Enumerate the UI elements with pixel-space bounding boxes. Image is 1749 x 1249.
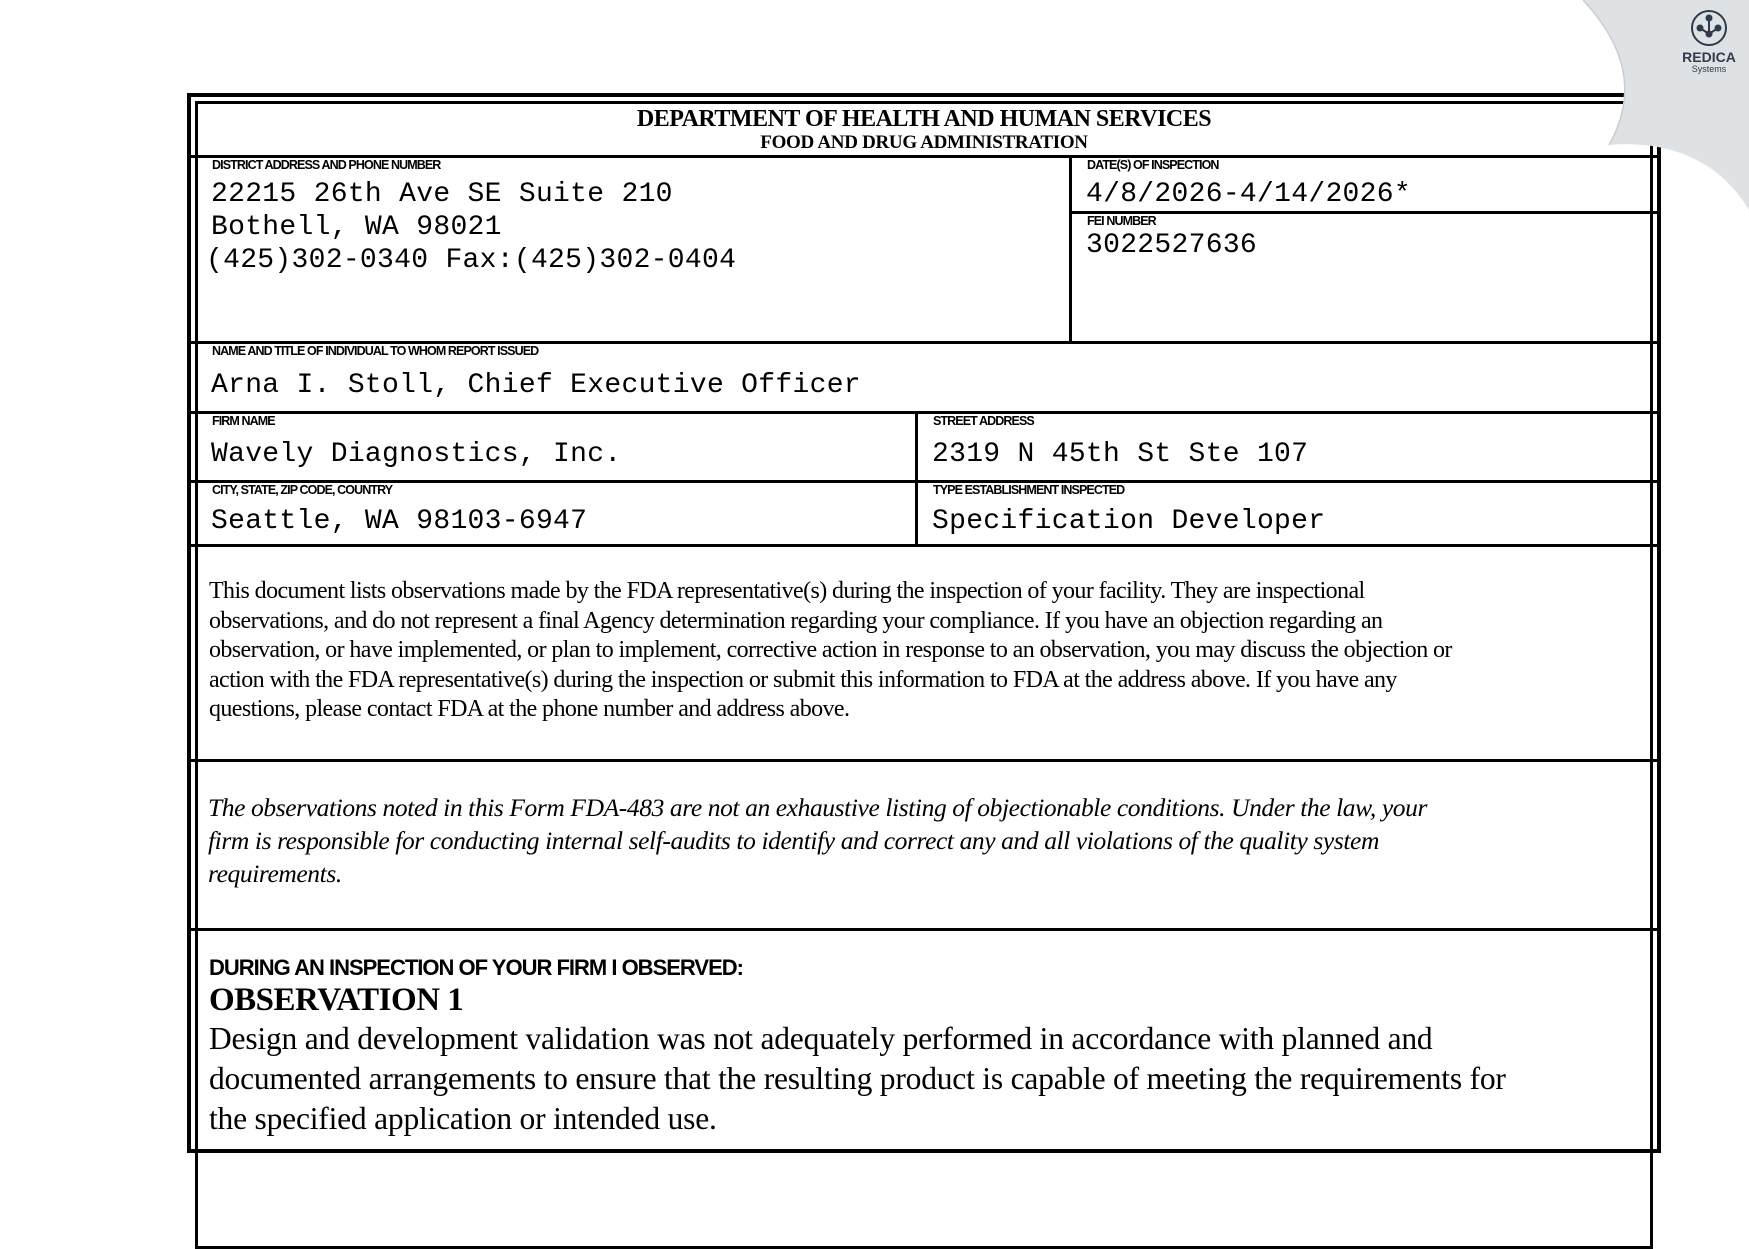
divider <box>191 480 1657 483</box>
city-label: CITY, STATE, ZIP CODE, COUNTRY <box>212 483 393 497</box>
divider <box>915 411 918 547</box>
notice-line: observation, or have implemented, or plan to implement, corrective action in response to an observation, you may discuss the objection or <box>209 637 1452 663</box>
observation-text <box>209 1019 1506 1139</box>
observation-line: the specified application or intended use. <box>209 1101 717 1136</box>
divider <box>1069 155 1072 344</box>
observation-title: OBSERVATION 1 <box>209 982 464 1018</box>
agency-title: FOOD AND DRUG ADMINISTRATION <box>760 132 1088 153</box>
street-address-label: STREET ADDRESS <box>933 414 1034 428</box>
observation-line: Design and development validation was not adequately performed in accordance with planned and <box>209 1021 1433 1056</box>
district-phone: (425)302-0340 Fax:(425)302-0404 <box>206 245 737 276</box>
form-header <box>191 107 1657 152</box>
brand-name: REDICA <box>1682 49 1736 65</box>
establishment-type-label: TYPE ESTABLISHMENT INSPECTED <box>933 483 1125 497</box>
brand-sub: Systems <box>1691 64 1727 74</box>
disclaimer-line: requirements. <box>208 859 342 888</box>
redica-corner-badge <box>1549 0 1749 210</box>
individual-value: Arna I. Stoll, Chief Executive Officer <box>211 370 861 401</box>
divider <box>1069 211 1657 214</box>
notice-line: observations, and do not represent a final Agency determination regarding your compliance. If you have an objection regarding an <box>209 607 1383 634</box>
establishment-type-value: Specification Developer <box>932 506 1326 537</box>
city-value: Seattle, WA 98103-6947 <box>211 506 588 537</box>
fei-value: 3022527636 <box>1086 230 1258 261</box>
dates-label: DATE(S) OF INSPECTION <box>1087 158 1219 172</box>
observation-line: documented arrangements to ensure that the resulting product is capable of meeting the requirements for <box>209 1061 1506 1096</box>
disclaimer-paragraph <box>208 791 1427 890</box>
notice-line: questions, please contact FDA at the phone number and address above. <box>209 696 850 722</box>
fda-483-form <box>187 93 1661 1153</box>
divider <box>191 411 1657 414</box>
district-address-line2: Bothell, WA 98021 <box>211 212 502 243</box>
disclaimer-line: The observations noted in this Form FDA-483 are not an exhaustive listing of objectionable conditions. Under the law, your <box>208 793 1427 822</box>
street-address-value: 2319 N 45th St Ste 107 <box>932 439 1309 470</box>
firm-name-label: FIRM NAME <box>212 414 275 428</box>
district-label: DISTRICT ADDRESS AND PHONE NUMBER <box>212 158 441 172</box>
fei-label: FEI NUMBER <box>1087 214 1156 228</box>
dates-value: 4/8/2026-4/14/2026* <box>1086 179 1411 210</box>
notice-paragraph <box>209 577 1452 725</box>
divider <box>191 928 1657 931</box>
observed-heading: DURING AN INSPECTION OF YOUR FIRM I OBSERVED: <box>209 955 743 980</box>
notice-line: This document lists observations made by the FDA representative(s) during the inspection of your facility. They are inspectional <box>209 578 1365 604</box>
district-address-line1: 22215 26th Ave SE Suite 210 <box>211 179 673 210</box>
divider <box>191 759 1657 762</box>
divider <box>191 544 1657 547</box>
notice-line: action with the FDA representative(s) during the inspection or submit this information to FDA at the address above. If you have any <box>209 666 1397 693</box>
firm-name-value: Wavely Diagnostics, Inc. <box>211 439 622 470</box>
disclaimer-line: firm is responsible for conducting internal self-audits to identify and correct any and all violations of the quality system <box>208 826 1379 855</box>
individual-label: NAME AND TITLE OF INDIVIDUAL TO WHOM REPORT ISSUED <box>212 344 539 358</box>
department-title: DEPARTMENT OF HEALTH AND HUMAN SERVICES <box>636 106 1212 132</box>
